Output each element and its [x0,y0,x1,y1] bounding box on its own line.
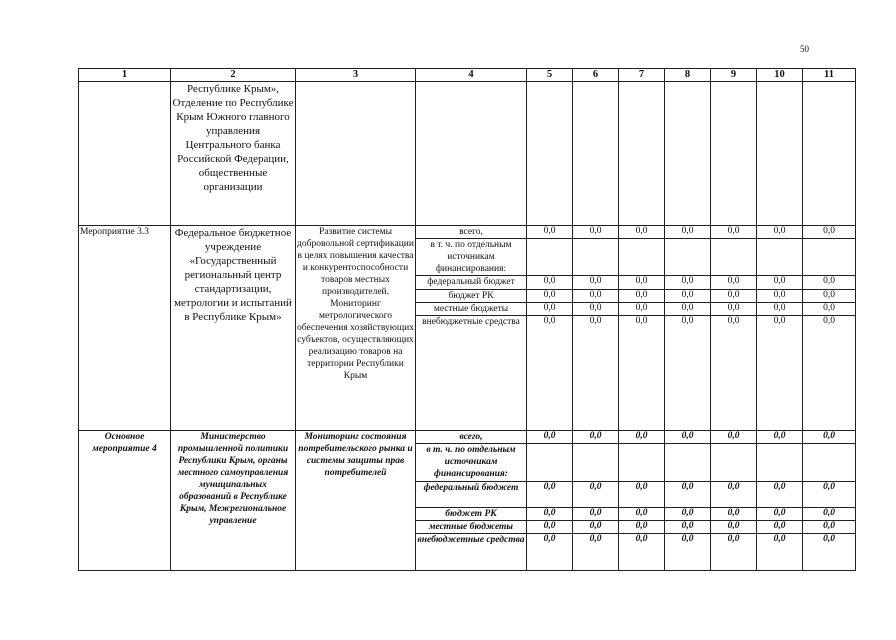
value-cell: 0,0 [527,302,573,315]
column-header: 8 [665,69,711,82]
value-cell: 0,0 [711,315,757,430]
value-cell: 0,0 [527,225,573,238]
header-row [79,69,856,82]
value-cell: 0,0 [757,431,803,444]
table-row [79,431,856,444]
value-cell: 0,0 [757,521,803,534]
value-cell: 0,0 [665,225,711,238]
value-cell: 0,0 [757,315,803,430]
value-cell: 0,0 [619,534,665,571]
value-cell: 0,0 [803,481,856,507]
value-cell: 0,0 [665,521,711,534]
value-cell: 0,0 [573,481,619,507]
column-header: 3 [296,69,416,82]
value-cell: 0,0 [711,508,757,521]
source-cell: всего, [416,431,527,444]
value-cell: 0,0 [757,534,803,571]
value-cell: 0,0 [619,315,665,430]
value-cell: 0,0 [757,276,803,289]
value-cell: 0,0 [619,289,665,302]
executor-cell: Федеральное бюджетное учреждение «Государственный региональный центр стандартизации, метрологии и испытаний в Республике Крым» [171,225,296,430]
value-cell: 0,0 [527,534,573,571]
value-cell: 0,0 [527,521,573,534]
value-cell: 0,0 [619,481,665,507]
source-cell: федеральный бюджет [416,276,527,289]
value-cell: 0,0 [803,521,856,534]
source-cell: бюджет РК [416,508,527,521]
value-cell: 0,0 [711,276,757,289]
value-cell: 0,0 [665,315,711,430]
value-cell: 0,0 [711,225,757,238]
value-cell: 0,0 [573,521,619,534]
value-cell: 0,0 [619,276,665,289]
value-cell: 0,0 [757,289,803,302]
executor-cell: Министерство промышленной политики Республики Крым, органы местного самоуправления муниципальных образований в Республике Крым, Межрегиональное управление [171,431,296,571]
value-cell: 0,0 [573,315,619,430]
value-cell: 0,0 [573,276,619,289]
value-cell: 0,0 [665,302,711,315]
value-cell: 0,0 [711,521,757,534]
source-cell: в т. ч. по отдельным источникам финансирования: [416,238,527,275]
value-cell: 0,0 [711,534,757,571]
source-cell: федеральный бюджет [416,481,527,507]
value-cell: 0,0 [757,508,803,521]
value-cell: 0,0 [803,431,856,444]
value-cell: 0,0 [803,289,856,302]
value-cell: 0,0 [803,276,856,289]
description-cell: Развитие системы добровольной сертификации в целях повышения качества и конкурентоспособности товаров местных производителей. Мониторинг метрологического обеспечения хозяйствующих субъектов, осуществляющих реализацию товаров на территории Республики Крым [296,225,416,430]
value-cell: 0,0 [619,508,665,521]
value-cell: 0,0 [527,431,573,444]
column-header: 7 [619,69,665,82]
value-cell: 0,0 [665,276,711,289]
value-cell: 0,0 [803,508,856,521]
value-cell: 0,0 [619,431,665,444]
value-cell: 0,0 [527,315,573,430]
financing-table [78,68,856,571]
value-cell: 0,0 [803,225,856,238]
value-cell: 0,0 [527,508,573,521]
value-cell: 0,0 [573,289,619,302]
value-cell: 0,0 [803,302,856,315]
column-header: 9 [711,69,757,82]
value-cell: 0,0 [757,481,803,507]
value-cell: 0,0 [803,534,856,571]
column-header: 4 [416,69,527,82]
source-cell: местные бюджеты [416,521,527,534]
source-cell: в т. ч. по отдельным источникам финансирования: [416,444,527,481]
value-cell: 0,0 [573,508,619,521]
value-cell: 0,0 [527,276,573,289]
column-header: 2 [171,69,296,82]
page-number: 50 [800,44,809,54]
column-header: 5 [527,69,573,82]
value-cell: 0,0 [527,289,573,302]
value-cell: 0,0 [665,534,711,571]
executor-cell: Республике Крым», Отделение по Республике Крым Южного главного управления Центрального банка Российской Федерации, общественные организации [171,82,296,226]
value-cell: 0,0 [711,431,757,444]
value-cell: 0,0 [665,289,711,302]
value-cell: 0,0 [665,481,711,507]
value-cell: 0,0 [665,508,711,521]
value-cell: 0,0 [573,431,619,444]
source-cell: внебюджетные средства [416,534,527,571]
column-header: 1 [79,69,171,82]
value-cell: 0,0 [573,302,619,315]
table-row [79,225,856,238]
source-cell: всего, [416,225,527,238]
value-cell: 0,0 [803,315,856,430]
column-header: 6 [573,69,619,82]
source-cell: внебюджетные средства [416,315,527,430]
value-cell: 0,0 [757,225,803,238]
value-cell: 0,0 [619,302,665,315]
continuation-row [79,82,856,226]
source-cell: бюджет РК [416,289,527,302]
value-cell: 0,0 [619,225,665,238]
measure-name: Мероприятие 3.3 [79,225,171,430]
value-cell: 0,0 [711,481,757,507]
value-cell: 0,0 [573,225,619,238]
column-header: 10 [757,69,803,82]
value-cell: 0,0 [573,534,619,571]
value-cell: 0,0 [711,302,757,315]
value-cell: 0,0 [619,521,665,534]
value-cell: 0,0 [711,289,757,302]
value-cell: 0,0 [527,481,573,507]
column-header: 11 [803,69,856,82]
measure-name: Основное мероприятие 4 [79,431,171,571]
value-cell: 0,0 [665,431,711,444]
description-cell: Мониторинг состояния потребительского рынка и системы защиты прав потребителей [296,431,416,571]
source-cell: местные бюджеты [416,302,527,315]
value-cell: 0,0 [757,302,803,315]
